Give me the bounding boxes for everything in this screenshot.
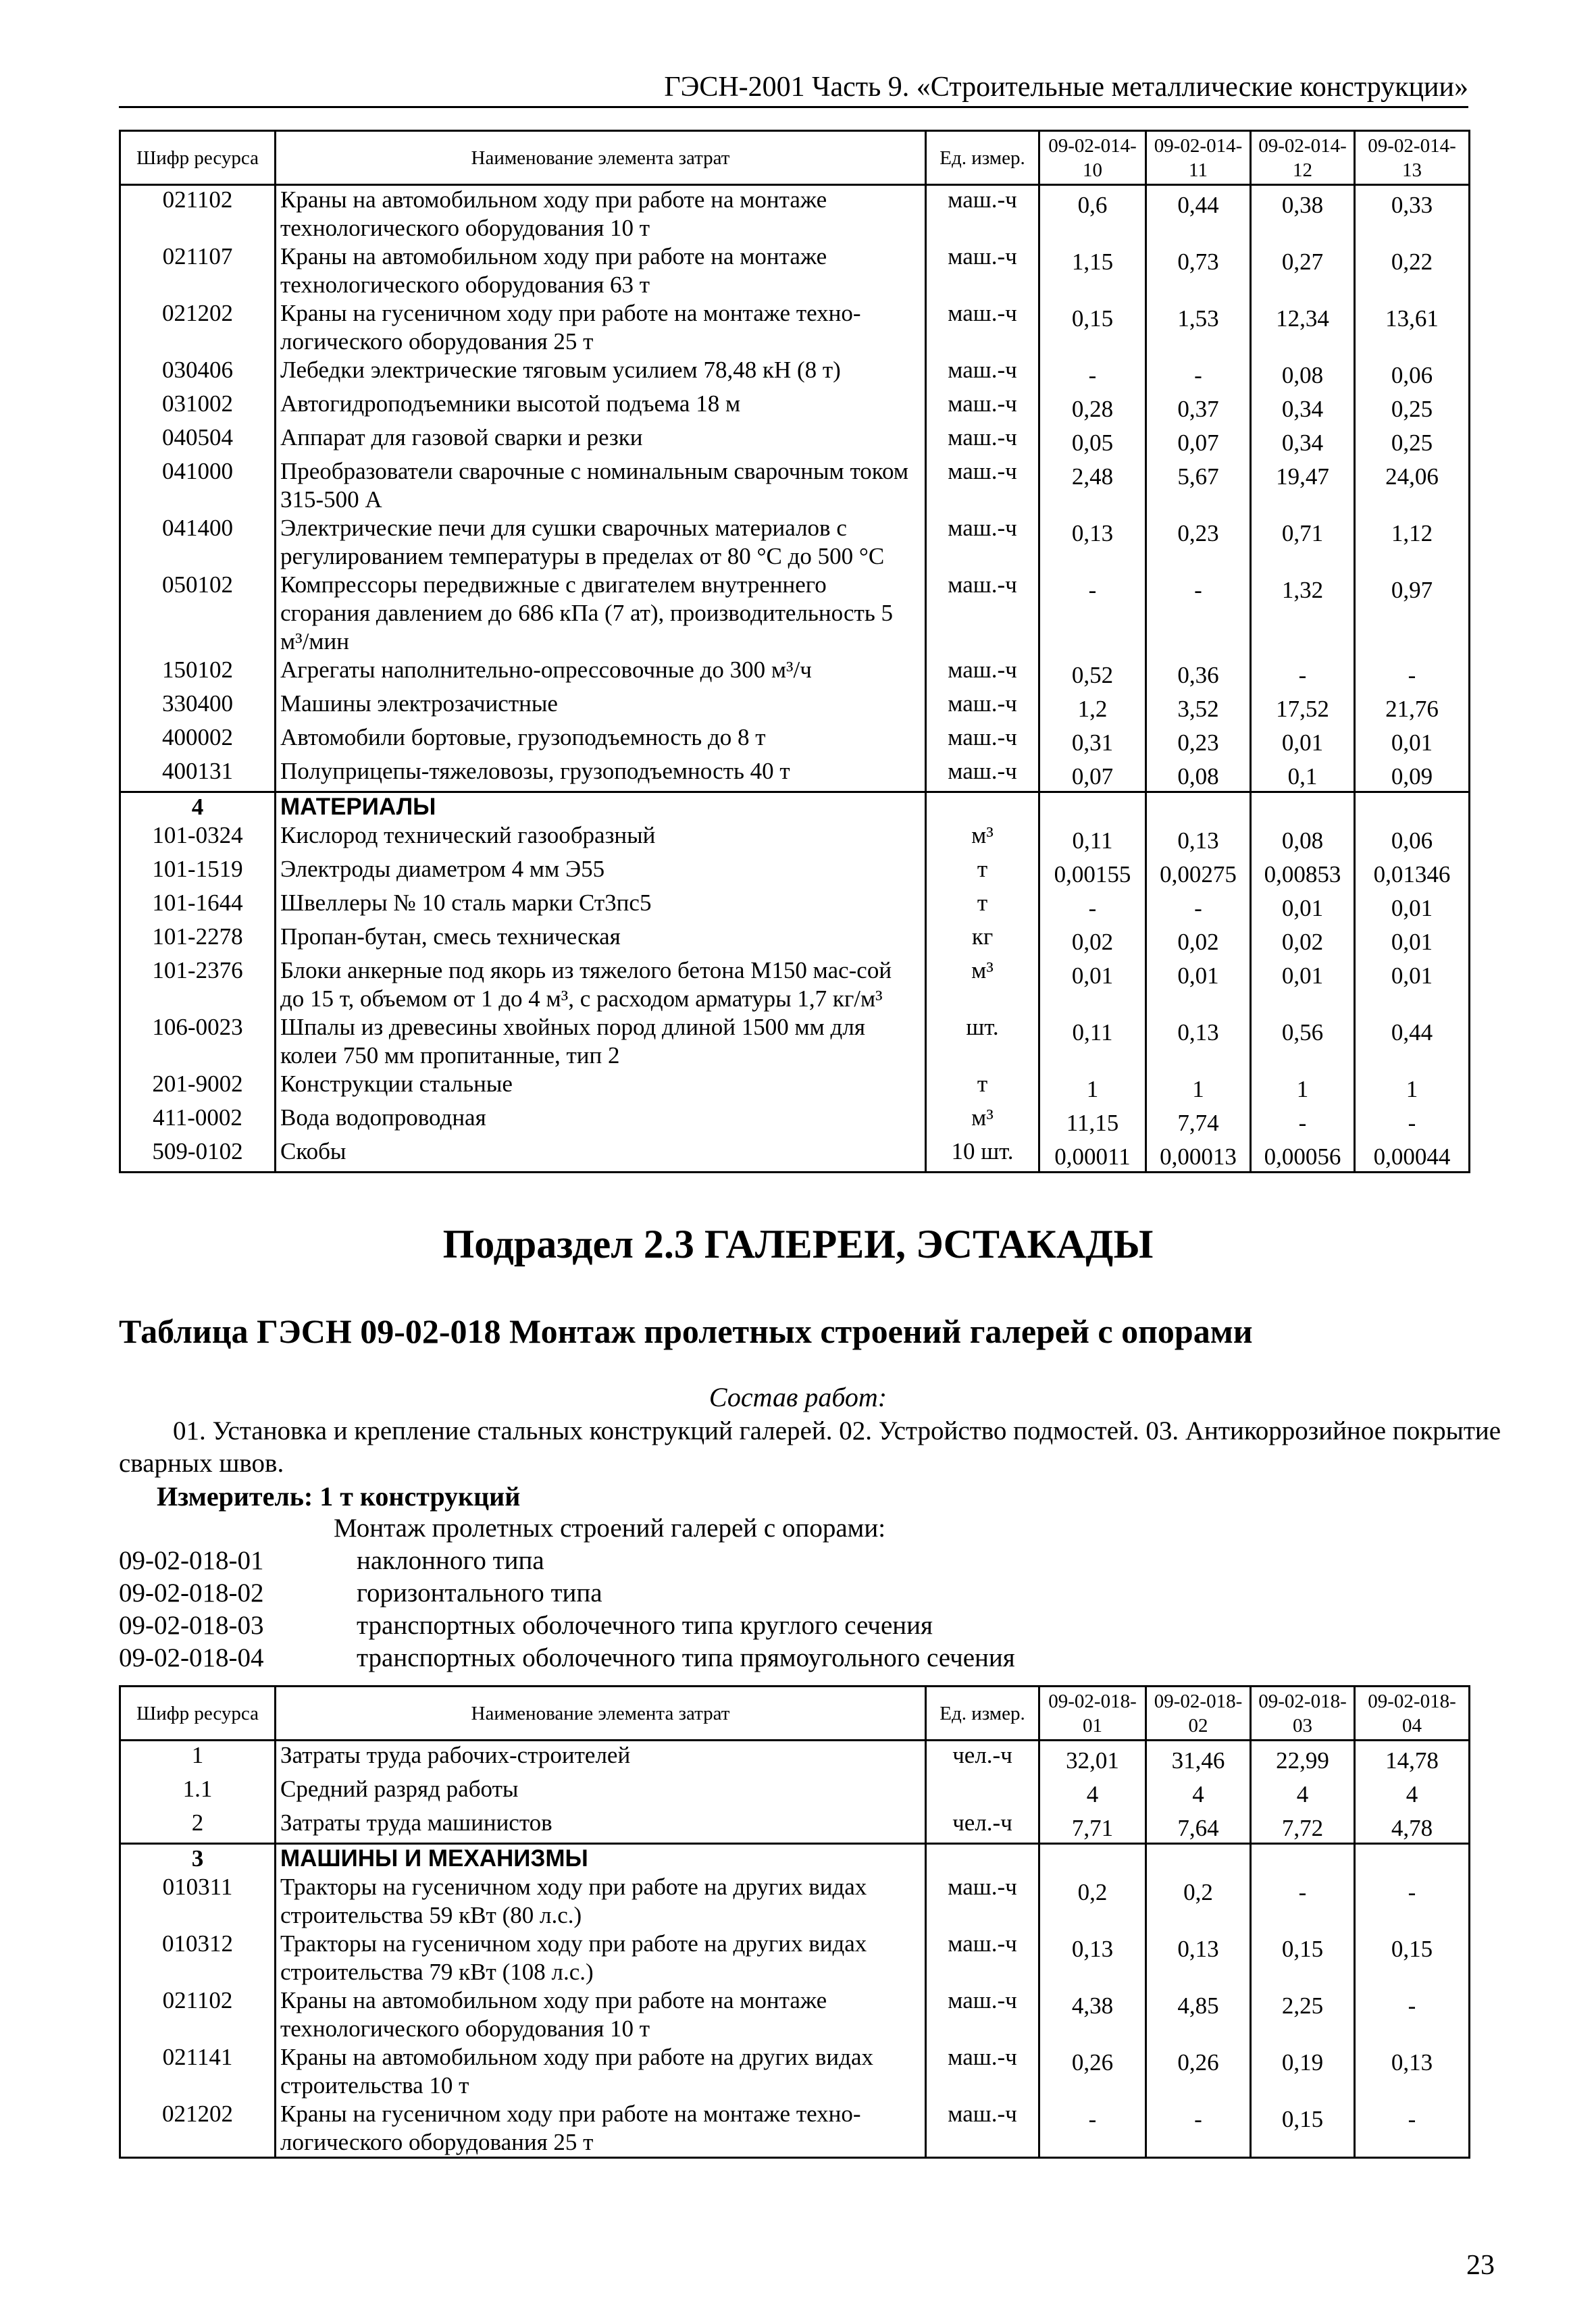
value-cell (1355, 792, 1470, 822)
composition-text: 01. Установка и крепление стальных конструкций галерей. 02. Устройство подмостей. 03. Антикоррозийное покрытие сварных швов. (119, 1416, 1501, 1478)
value-cell: 4 (1355, 1775, 1470, 1809)
value-cell: 0,08 (1251, 356, 1355, 390)
value-cell: 0,2 (1146, 1873, 1251, 1930)
resource-name: Краны на гусеничном ходу при работе на монтаже техно-логического оборудования 25 т (276, 2100, 926, 2158)
table-row (120, 390, 1470, 423)
unit-cell: маш.-ч (926, 242, 1039, 299)
value-cell (1355, 1844, 1470, 1874)
variant-code: 09-02-018-01 (119, 1546, 264, 1575)
col-name-header: Наименование элемента затрат (276, 131, 926, 185)
value-cell: - (1355, 1104, 1470, 1137)
value-cell: 2,25 (1251, 1986, 1355, 2043)
resource-code: 050102 (120, 571, 276, 656)
value-cell: - (1039, 889, 1146, 923)
unit-cell: маш.-ч (926, 1873, 1039, 1930)
value-cell: 0,01 (1251, 723, 1355, 757)
table-row (120, 1013, 1470, 1070)
value-cell: 0,13 (1355, 2043, 1470, 2100)
value-cell: 0,26 (1039, 2043, 1146, 2100)
variant-text: горизонтального типа (357, 1578, 602, 1608)
unit-cell: маш.-ч (926, 2043, 1039, 2100)
col-unit-header: Ед. измер. (926, 131, 1039, 185)
unit-cell: т (926, 889, 1039, 923)
resource-name: Полуприцепы-тяжеловозы, грузоподъемность 40 т (276, 757, 926, 792)
unit-cell: маш.-ч (926, 690, 1039, 723)
table-row (120, 457, 1470, 514)
col-variant-header: 09-02-018-02 (1146, 1687, 1251, 1741)
resource-code: 021102 (120, 185, 276, 243)
value-cell: 0,22 (1355, 242, 1470, 299)
resource-name: Тракторы на гусеничном ходу при работе на других видах строительства 59 кВт (80 л.с.) (276, 1873, 926, 1930)
unit-cell: маш.-ч (926, 423, 1039, 457)
unit-cell: т (926, 855, 1039, 889)
col-variant-header: 09-02-018-03 (1251, 1687, 1355, 1741)
value-cell: - (1039, 2100, 1146, 2158)
value-cell: 14,78 (1355, 1741, 1470, 1776)
value-cell: 1 (1039, 1070, 1146, 1104)
value-cell: 4 (1039, 1775, 1146, 1809)
col-variant-header: 09-02-018-01 (1039, 1687, 1146, 1741)
table-row (120, 423, 1470, 457)
value-cell: 0,13 (1146, 1930, 1251, 1986)
col-variant-header: 09-02-014-12 (1251, 131, 1355, 185)
value-cell: 0,02 (1146, 923, 1251, 956)
value-cell: 0,97 (1355, 571, 1470, 656)
value-cell: 0,00155 (1039, 855, 1146, 889)
value-cell: 4 (1146, 1775, 1251, 1809)
value-cell: 0,44 (1146, 185, 1251, 243)
value-cell: - (1146, 2100, 1251, 2158)
unit-cell (926, 1775, 1039, 1809)
value-cell: 0,07 (1146, 423, 1251, 457)
value-cell: 0,06 (1355, 821, 1470, 855)
running-header (119, 74, 1468, 108)
table-row (120, 723, 1470, 757)
resource-code: 106-0023 (120, 1013, 276, 1070)
table-row (120, 855, 1470, 889)
resource-code: 030406 (120, 356, 276, 390)
value-cell: 0,52 (1039, 656, 1146, 690)
value-cell: 31,46 (1146, 1741, 1251, 1776)
value-cell: 4,78 (1355, 1809, 1470, 1844)
resource-name: Затраты труда машинистов (276, 1809, 926, 1844)
value-cell: 1,2 (1039, 690, 1146, 723)
unit-cell: маш.-ч (926, 571, 1039, 656)
variant-code: 09-02-018-04 (119, 1643, 264, 1672)
unit-cell: шт. (926, 1013, 1039, 1070)
table-row (120, 1986, 1470, 2043)
value-cell: 1,15 (1039, 242, 1146, 299)
table-row (120, 1104, 1470, 1137)
value-cell: 0,00056 (1251, 1137, 1355, 1173)
variant-text: транспортных оболочечного типа круглого сечения (357, 1611, 933, 1640)
table-row (120, 1930, 1470, 1986)
value-cell (1039, 792, 1146, 822)
value-cell: 0,73 (1146, 242, 1251, 299)
value-cell: - (1251, 656, 1355, 690)
resource-name: Затраты труда рабочих-строителей (276, 1741, 926, 1776)
col-name-header: Наименование элемента затрат (276, 1687, 926, 1741)
value-cell: 1,32 (1251, 571, 1355, 656)
resource-code: 021141 (120, 2043, 276, 2100)
value-cell: 1 (1146, 1070, 1251, 1104)
value-cell: 0,25 (1355, 390, 1470, 423)
value-cell: 0,15 (1039, 299, 1146, 356)
unit-cell (926, 792, 1039, 822)
resource-name: Лебедки электрические тяговым усилием 78,48 кН (8 т) (276, 356, 926, 390)
col-variant-header: 09-02-014-13 (1355, 131, 1470, 185)
resource-code: 2 (120, 1809, 276, 1844)
value-cell: - (1146, 356, 1251, 390)
table-row (120, 299, 1470, 356)
unit-cell: маш.-ч (926, 1986, 1039, 2043)
resource-code: 411-0002 (120, 1104, 276, 1137)
table-row (120, 1809, 1470, 1844)
table-row (120, 821, 1470, 855)
value-cell: 0,36 (1146, 656, 1251, 690)
col-variant-header: 09-02-018-04 (1355, 1687, 1470, 1741)
composition-title: Состав работ: (709, 1382, 887, 1412)
value-cell: 1 (1251, 1070, 1355, 1104)
resource-code: 1 (120, 1741, 276, 1776)
table-row (120, 242, 1470, 299)
resource-name: Автомобили бортовые, грузоподъемность до 8 т (276, 723, 926, 757)
resource-name: Краны на автомобильном ходу при работе на монтаже технологического оборудования 63 т (276, 242, 926, 299)
value-cell: - (1039, 571, 1146, 656)
resource-code: 509-0102 (120, 1137, 276, 1173)
resource-code: 101-2278 (120, 923, 276, 956)
resource-code: 150102 (120, 656, 276, 690)
value-cell: 7,71 (1039, 1809, 1146, 1844)
table-row (120, 757, 1470, 792)
resource-name: Вода водопроводная (276, 1104, 926, 1137)
value-cell: - (1146, 571, 1251, 656)
value-cell: 0,02 (1251, 923, 1355, 956)
value-cell: 0,6 (1039, 185, 1146, 243)
value-cell: 0,23 (1146, 723, 1251, 757)
resource-name: Преобразователи сварочные с номинальным сварочным током 315-500 А (276, 457, 926, 514)
unit-cell: м³ (926, 821, 1039, 855)
value-cell: 0,71 (1251, 514, 1355, 571)
resource-name: Автогидроподъемники высотой подъема 18 м (276, 390, 926, 423)
resource-name: Кислород технический газообразный (276, 821, 926, 855)
value-cell: 0,28 (1039, 390, 1146, 423)
table-row (120, 1741, 1470, 1776)
resource-code: 101-2376 (120, 956, 276, 1013)
value-cell: 1,12 (1355, 514, 1470, 571)
value-cell: - (1355, 1986, 1470, 2043)
resource-name: Краны на автомобильном ходу при работе на других видах строительства 10 т (276, 2043, 926, 2100)
value-cell: 0,56 (1251, 1013, 1355, 1070)
value-cell: - (1146, 889, 1251, 923)
value-cell: 0,27 (1251, 242, 1355, 299)
value-cell: 19,47 (1251, 457, 1355, 514)
value-cell: 0,01 (1251, 889, 1355, 923)
value-cell: 5,67 (1146, 457, 1251, 514)
resource-code: 041400 (120, 514, 276, 571)
value-cell: 0,1 (1251, 757, 1355, 792)
resource-table-014 (119, 130, 1470, 1173)
resource-name: Краны на гусеничном ходу при работе на монтаже техно-логического оборудования 25 т (276, 299, 926, 356)
resource-name: Машины электрозачистные (276, 690, 926, 723)
table-row (120, 956, 1470, 1013)
variant-code: 09-02-018-02 (119, 1578, 264, 1608)
value-cell: 0,01 (1355, 923, 1470, 956)
value-cell: 0,26 (1146, 2043, 1251, 2100)
value-cell: 2,48 (1039, 457, 1146, 514)
value-cell: 0,00011 (1039, 1137, 1146, 1173)
col-code-header: Шифр ресурса (120, 1687, 276, 1741)
resource-code: 010311 (120, 1873, 276, 1930)
resource-code: 021202 (120, 2100, 276, 2158)
value-cell: 3,52 (1146, 690, 1251, 723)
unit-cell: маш.-ч (926, 299, 1039, 356)
resource-code: 041000 (120, 457, 276, 514)
value-cell: 1 (1355, 1070, 1470, 1104)
value-cell: 0,37 (1146, 390, 1251, 423)
table-row (120, 1873, 1470, 1930)
unit-cell: чел.-ч (926, 1809, 1039, 1844)
resource-code: 021202 (120, 299, 276, 356)
value-cell: 0,00044 (1355, 1137, 1470, 1173)
col-variant-header: 09-02-014-10 (1039, 131, 1146, 185)
value-cell (1251, 792, 1355, 822)
table-row (120, 656, 1470, 690)
resource-code: 1.1 (120, 1775, 276, 1809)
value-cell: 0,08 (1251, 821, 1355, 855)
table-row (120, 1137, 1470, 1173)
value-cell: 0,11 (1039, 821, 1146, 855)
section-row (120, 1844, 1470, 1874)
value-cell: 4,85 (1146, 1986, 1251, 2043)
value-cell: 0,01 (1355, 956, 1470, 1013)
resource-name: Агрегаты наполнительно-опрессовочные до 300 м³/ч (276, 656, 926, 690)
value-cell: - (1355, 656, 1470, 690)
unit-cell: маш.-ч (926, 656, 1039, 690)
value-cell (1251, 1844, 1355, 1874)
value-cell: 0,13 (1146, 1013, 1251, 1070)
resource-code: 3 (120, 1844, 276, 1874)
value-cell: 0,13 (1039, 1930, 1146, 1986)
value-cell: 24,06 (1355, 457, 1470, 514)
value-cell: 0,15 (1251, 1930, 1355, 1986)
value-cell: - (1039, 356, 1146, 390)
table-row (120, 571, 1470, 656)
value-cell: 0,23 (1146, 514, 1251, 571)
table-row (120, 889, 1470, 923)
value-cell: 0,38 (1251, 185, 1355, 243)
resource-code: 010312 (120, 1930, 276, 1986)
value-cell: 0,11 (1039, 1013, 1146, 1070)
resource-name: Швеллеры № 10 сталь марки Ст3пс5 (276, 889, 926, 923)
value-cell (1146, 792, 1251, 822)
unit-cell: маш.-ч (926, 2100, 1039, 2158)
value-cell: - (1355, 2100, 1470, 2158)
table-title: Таблица ГЭСН 09-02-018 Монтаж пролетных строений галерей с опорами (119, 1312, 1253, 1350)
value-cell: 0,2 (1039, 1873, 1146, 1930)
value-cell: 0,15 (1251, 2100, 1355, 2158)
value-cell: 11,15 (1039, 1104, 1146, 1137)
resource-code: 021102 (120, 1986, 276, 2043)
variant-code: 09-02-018-03 (119, 1611, 264, 1640)
resource-code: 101-1644 (120, 889, 276, 923)
unit-cell: т (926, 1070, 1039, 1104)
measure-unit: Измеритель: 1 т конструкций (157, 1481, 521, 1512)
resource-code: 201-9002 (120, 1070, 276, 1104)
unit-cell: маш.-ч (926, 390, 1039, 423)
resource-name: Конструкции стальные (276, 1070, 926, 1104)
table-row (120, 923, 1470, 956)
resource-code: 4 (120, 792, 276, 822)
table-row (120, 1775, 1470, 1809)
resource-name: Скобы (276, 1137, 926, 1173)
value-cell: 0,01 (1355, 723, 1470, 757)
col-code-header: Шифр ресурса (120, 131, 276, 185)
value-cell: 4,38 (1039, 1986, 1146, 2043)
value-cell: 0,00853 (1251, 855, 1355, 889)
value-cell: 7,74 (1146, 1104, 1251, 1137)
resource-name: Компрессоры передвижные с двигателем внутреннего сгорания давлением до 686 кПа (7 ат), производительность 5 м³/мин (276, 571, 926, 656)
resource-name: Аппарат для газовой сварки и резки (276, 423, 926, 457)
resource-code: 400131 (120, 757, 276, 792)
col-unit-header: Ед. измер. (926, 1687, 1039, 1741)
unit-cell: м³ (926, 1104, 1039, 1137)
value-cell: 22,99 (1251, 1741, 1355, 1776)
value-cell: 0,15 (1355, 1930, 1470, 1986)
resource-name: Тракторы на гусеничном ходу при работе на других видах строительства 79 кВт (108 л.с.) (276, 1930, 926, 1986)
value-cell: 0,01 (1146, 956, 1251, 1013)
col-variant-header: 09-02-014-11 (1146, 131, 1251, 185)
unit-cell: маш.-ч (926, 1930, 1039, 1986)
unit-cell: кг (926, 923, 1039, 956)
table-row (120, 514, 1470, 571)
resource-name: Краны на автомобильном ходу при работе на монтаже технологического оборудования 10 т (276, 1986, 926, 2043)
value-cell: 0,19 (1251, 2043, 1355, 2100)
resource-name: Электроды диаметром 4 мм Э55 (276, 855, 926, 889)
resource-code: 031002 (120, 390, 276, 423)
value-cell: 7,64 (1146, 1809, 1251, 1844)
unit-cell: чел.-ч (926, 1741, 1039, 1776)
unit-cell: маш.-ч (926, 457, 1039, 514)
resource-code: 101-1519 (120, 855, 276, 889)
resource-code: 040504 (120, 423, 276, 457)
variants-intro: Монтаж пролетных строений галерей с опорами: (334, 1514, 886, 1543)
value-cell: 0,07 (1039, 757, 1146, 792)
unit-cell: маш.-ч (926, 356, 1039, 390)
resource-name: Пропан-бутан, смесь техническая (276, 923, 926, 956)
value-cell: 0,01 (1251, 956, 1355, 1013)
value-cell: - (1251, 1873, 1355, 1930)
resource-code: 330400 (120, 690, 276, 723)
page-number: 23 (1466, 2250, 1495, 2281)
resource-name: Шпалы из древесины хвойных пород длиной 1500 мм для колеи 750 мм пропитанные, тип 2 (276, 1013, 926, 1070)
value-cell: 0,33 (1355, 185, 1470, 243)
value-cell: 0,44 (1355, 1013, 1470, 1070)
resource-name: МАШИНЫ И МЕХАНИЗМЫ (276, 1844, 926, 1874)
value-cell: 0,06 (1355, 356, 1470, 390)
resource-code: 021107 (120, 242, 276, 299)
value-cell: 0,08 (1146, 757, 1251, 792)
value-cell (1146, 1844, 1251, 1874)
resource-name: Средний разряд работы (276, 1775, 926, 1809)
value-cell: 0,34 (1251, 423, 1355, 457)
value-cell: 0,01 (1039, 956, 1146, 1013)
unit-cell: маш.-ч (926, 185, 1039, 243)
value-cell: 0,13 (1146, 821, 1251, 855)
resource-code: 101-0324 (120, 821, 276, 855)
resource-table-018 (119, 1685, 1470, 2159)
table-row (120, 185, 1470, 243)
value-cell: 0,31 (1039, 723, 1146, 757)
unit-cell: маш.-ч (926, 723, 1039, 757)
table-row (120, 1070, 1470, 1104)
table-row (120, 2043, 1470, 2100)
value-cell: 21,76 (1355, 690, 1470, 723)
value-cell: 4 (1251, 1775, 1355, 1809)
resource-name: Краны на автомобильном ходу при работе на монтаже технологического оборудования 10 т (276, 185, 926, 243)
table-row (120, 356, 1470, 390)
value-cell (1039, 1844, 1146, 1874)
unit-cell (926, 1844, 1039, 1874)
value-cell: 7,72 (1251, 1809, 1355, 1844)
value-cell: 0,34 (1251, 390, 1355, 423)
value-cell: 0,09 (1355, 757, 1470, 792)
value-cell: 1,53 (1146, 299, 1251, 356)
table-row (120, 690, 1470, 723)
value-cell: 0,13 (1039, 514, 1146, 571)
value-cell: 0,00013 (1146, 1137, 1251, 1173)
value-cell: 32,01 (1039, 1741, 1146, 1776)
unit-cell: маш.-ч (926, 514, 1039, 571)
value-cell: 0,05 (1039, 423, 1146, 457)
unit-cell: 10 шт. (926, 1137, 1039, 1173)
value-cell: 17,52 (1251, 690, 1355, 723)
value-cell: 12,34 (1251, 299, 1355, 356)
section-row (120, 792, 1470, 822)
value-cell: 13,61 (1355, 299, 1470, 356)
value-cell: 0,01346 (1355, 855, 1470, 889)
table-row (120, 2100, 1470, 2158)
value-cell: 0,02 (1039, 923, 1146, 956)
header-title: ГЭСН-2001 Часть 9. «Строительные металлические конструкции» (664, 72, 1468, 103)
subsection-heading: Подраздел 2.3 ГАЛЕРЕИ, ЭСТАКАДЫ (442, 1222, 1154, 1266)
resource-name: Блоки анкерные под якорь из тяжелого бетона М150 мас-сой до 15 т, объемом от 1 до 4 м³, с расходом арматуры 1,7 кг/м³ (276, 956, 926, 1013)
resource-name: Электрические печи для сушки сварочных материалов с регулированием температуры в пределах от 80 °С до 500 °С (276, 514, 926, 571)
value-cell: 0,01 (1355, 889, 1470, 923)
value-cell: 0,00275 (1146, 855, 1251, 889)
variant-text: транспортных оболочечного типа прямоугольного сечения (357, 1643, 1015, 1672)
variant-text: наклонного типа (357, 1546, 544, 1575)
unit-cell: м³ (926, 956, 1039, 1013)
unit-cell: маш.-ч (926, 757, 1039, 792)
value-cell: - (1355, 1873, 1470, 1930)
value-cell: - (1251, 1104, 1355, 1137)
resource-name: МАТЕРИАЛЫ (276, 792, 926, 822)
resource-code: 400002 (120, 723, 276, 757)
value-cell: 0,25 (1355, 423, 1470, 457)
